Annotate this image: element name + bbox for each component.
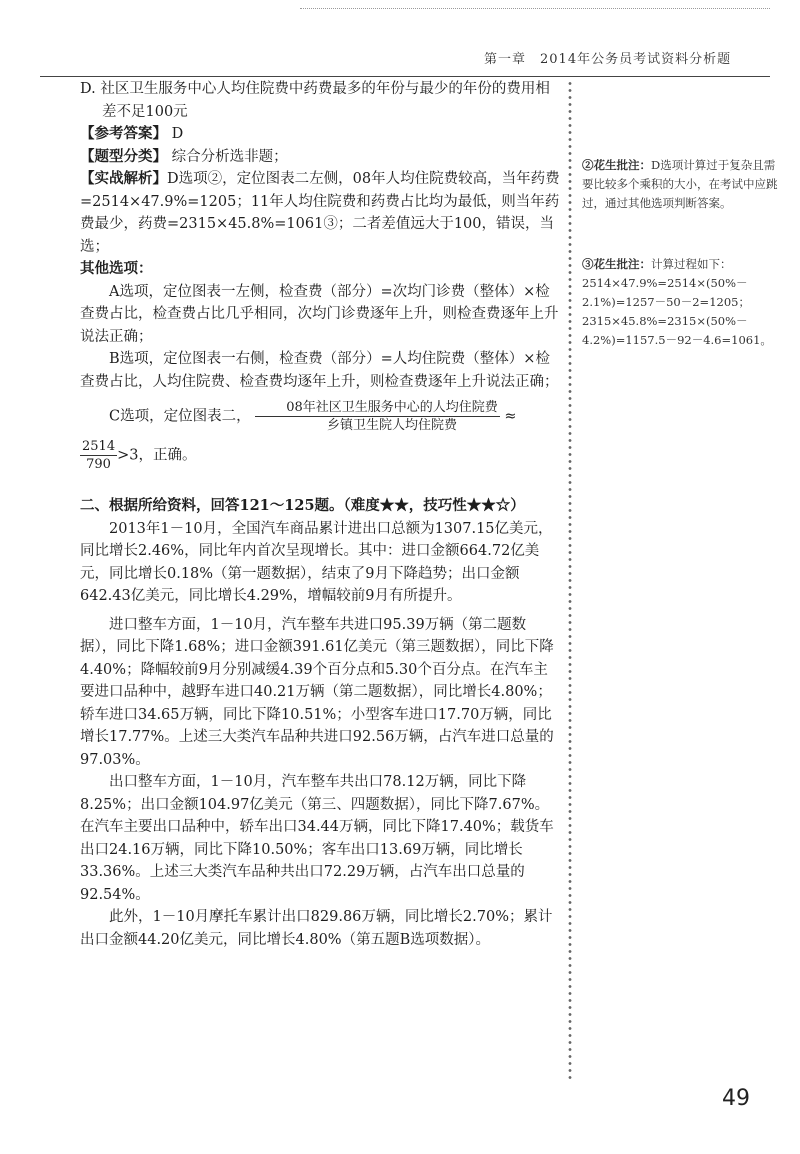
side-note-2-label: ③花生批注：	[582, 257, 651, 271]
side-note-2-line-2: 2315×45.8%=2315×(50%－4.2%)=1157.5－92－4.6=1061。	[582, 314, 772, 347]
option-c-suffix: >3，正确。	[117, 447, 197, 464]
paragraph-1: 2013年1－10月，全国汽车商品累计进出口总额为1307.15亿美元，同比增长2.46%，同比年内首次呈现增长。其中：进口金额664.72亿美元，同比增长0.18%（第一题数据），结束了9月下降趋势；出口金额642.43亿美元，同比增长4.29%，增幅较前9月有所提升。	[80, 520, 553, 604]
approx-sign: ≈	[504, 408, 517, 425]
side-note-1	[582, 156, 782, 213]
running-header: 第一章 2014年公务员考试资料分析题	[484, 52, 732, 67]
side-note-2	[582, 255, 782, 350]
option-c	[80, 399, 560, 434]
paragraph-4: 此外，1－10月摩托车累计出口829.86万辆，同比增长2.70%；累计出口金额44.20亿美元，同比增长4.80%（第五题B选项数据）。	[80, 909, 553, 948]
top-dotted-line	[300, 8, 770, 9]
answer-label: 【参考答案】	[80, 125, 167, 142]
header-rule	[40, 76, 770, 77]
analysis-text: D选项②，定位图表二左侧，08年人均住院费较高，当年药费=2514×47.9%=1205；11年人均住院费和药费占比均为最低，则当年药费最少，药费=2315×45.8%=1061③；二者差值远大于100，错误，当选；	[80, 171, 560, 255]
option-b: B选项，定位图表一右侧，检查费（部分）=人均住院费（整体）×检查费占比，人均住院费、检查费均逐年上升，则检查费逐年上升说法正确；	[80, 351, 559, 390]
other-options-label: 其他选项：	[80, 260, 153, 277]
fraction-2-numerator: 2514	[82, 439, 116, 454]
side-note-1-text: D选项计算过于复杂且需要比较多个乘积的大小，在考试中应跳过，通过其他选项判断答案。	[582, 158, 778, 210]
answer-row	[80, 123, 560, 146]
type-value: 综合分析选非题；	[171, 148, 288, 165]
paragraph-2: 进口整车方面，1－10月，汽车整车共进口95.39万辆（第二题数据），同比下降1.68%；进口金额391.61亿美元（第三题数据），同比下降4.40%；降幅较前9月分别减缓4.39个百分点和5.30个百分点。在汽车主要进口品种中，越野车进口40.21万辆（第二题数据），同比增长4.80%；轿车进口34.65万辆，同比下降10.51%；小型客车进口17.70万辆，同比增长17.77%。上述三大类汽车品种共进口92.56万辆，占汽车进口总量的97.03%。	[80, 616, 554, 768]
analysis-label: 【实战解析】	[80, 170, 167, 187]
side-note-2-line-1: 2514×47.9%=2514×(50%－2.1%)=1257－50－2=1205；	[582, 276, 750, 309]
option-d: D. 社区卫生服务中心人均住院费中药费最多的年份与最少的年份的费用相差不足100元	[80, 81, 550, 120]
type-label: 【题型分类】	[80, 147, 167, 165]
answer-value: D	[171, 126, 184, 142]
fraction-numerator: 08年社区卫生服务中心的人均住院费	[255, 399, 500, 417]
page-number: 49	[722, 1086, 750, 1111]
margin-divider	[568, 80, 572, 1080]
fraction	[255, 399, 500, 434]
main-column	[80, 78, 560, 951]
fraction-2	[80, 438, 117, 473]
fraction-denominator: 乡镇卫生院人均住院费	[326, 418, 457, 433]
type-row	[80, 146, 560, 169]
option-a: A选项，定位图表一左侧，检查费（部分）=次均门诊费（整体）×检查费占比，检查费占比几乎相同，次均门诊费逐年上升，则检查费逐年上升说法正确；	[80, 283, 559, 345]
analysis-row	[80, 168, 560, 258]
fraction-2-denominator: 790	[86, 457, 111, 472]
paragraph-3: 出口整车方面，1－10月，汽车整车共出口78.12万辆，同比下降8.25%；出口金额104.97亿美元（第三、四题数据），同比下降7.67%。在汽车主要出口品种中，轿车出口34.44万辆，同比下降17.40%；载货车出口24.16万辆，同比下降10.50%；客车出口13.69万辆，同比增长33.36%。上述三大类汽车品种共出口72.29万辆，占汽车出口总量的92.54%。	[80, 774, 554, 903]
option-c-prefix: C选项，定位图表二，	[109, 408, 251, 425]
option-c-result	[80, 438, 560, 473]
side-note-2-text: 计算过程如下：	[651, 257, 732, 271]
section-title: 二、根据所给资料，回答121～125题。（难度★★，技巧性★★☆）	[80, 497, 525, 514]
side-note-1-label: ②花生批注：	[582, 158, 651, 172]
